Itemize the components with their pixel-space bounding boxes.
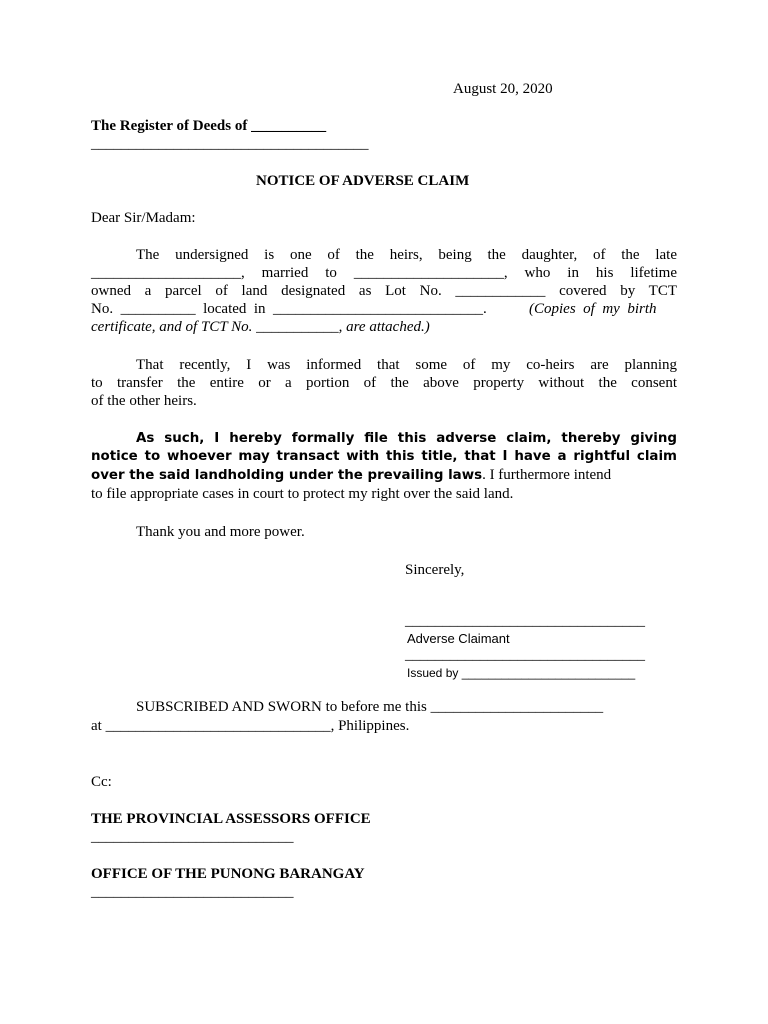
paragraph3-line4: to file appropriate cases in court to protect my right over the said land. [91, 486, 514, 502]
addressee-line: The Register of Deeds of __________ [91, 118, 327, 134]
paragraph1-line3: owned a parcel of land designated as Lot No. ____________ covered by TCT [91, 283, 677, 299]
paragraph1-line1: The undersigned is one of the heirs, being the daughter, of the late [136, 247, 677, 263]
salutation: Dear Sir/Madam: [91, 210, 196, 226]
paragraph3-line3-rest: . I furthermore intend [482, 467, 612, 483]
closing-thanks: Thank you and more power. [136, 524, 305, 540]
addressee-blank-line: _____________________________________ [91, 136, 369, 152]
paragraph3-line3-bold: over the said landholding under the prevailing laws [91, 468, 483, 483]
paragraph3-line1: As such, I hereby formally file this adverse claim, thereby giving [136, 431, 677, 446]
paragraph1-line2: ____________________, married to ____________________, who in his lifetime [91, 265, 677, 281]
signature-line-2: ________________________________ [405, 647, 645, 663]
document-title: NOTICE OF ADVERSE CLAIM [256, 173, 470, 189]
paragraph2-line3: of the other heirs. [91, 393, 197, 409]
paragraph1-line4b: (Copies of my birth [529, 301, 657, 317]
paragraph3-line2: notice to whoever may transact with this title, that I have a rightful claim [91, 449, 677, 464]
paragraph2-line1: That recently, I was informed that some of my co-heirs are planning [136, 357, 677, 373]
cc-recipient-name: OFFICE OF THE PUNONG BARANGAY [91, 866, 365, 882]
cc-recipient-name: THE PROVINCIAL ASSESSORS OFFICE [91, 811, 371, 827]
paragraph1-line5: certificate, and of TCT No. ___________, are attached.) [91, 319, 430, 335]
paragraph2-line2: to transfer the entire or a portion of the above property without the consent [91, 375, 677, 391]
letter-date: August 20, 2020 [453, 81, 553, 97]
cc-recipient-line: ___________________________ [91, 884, 294, 900]
jurat-line1: SUBSCRIBED AND SWORN to before me this _______________________ [136, 699, 604, 715]
signature-role: Adverse Claimant [407, 631, 510, 646]
cc-label: Cc: [91, 774, 112, 790]
paragraph1-line4a: No. __________ located in ____________________________. [91, 301, 487, 317]
signature-line: ________________________________ [405, 613, 645, 629]
valediction: Sincerely, [405, 562, 465, 578]
issued-by: Issued by __________________________ [407, 666, 636, 680]
jurat-line2: at ______________________________, Philippines. [91, 718, 410, 734]
paragraph3-line3 [91, 466, 611, 485]
cc-recipient-line: ___________________________ [91, 829, 294, 845]
